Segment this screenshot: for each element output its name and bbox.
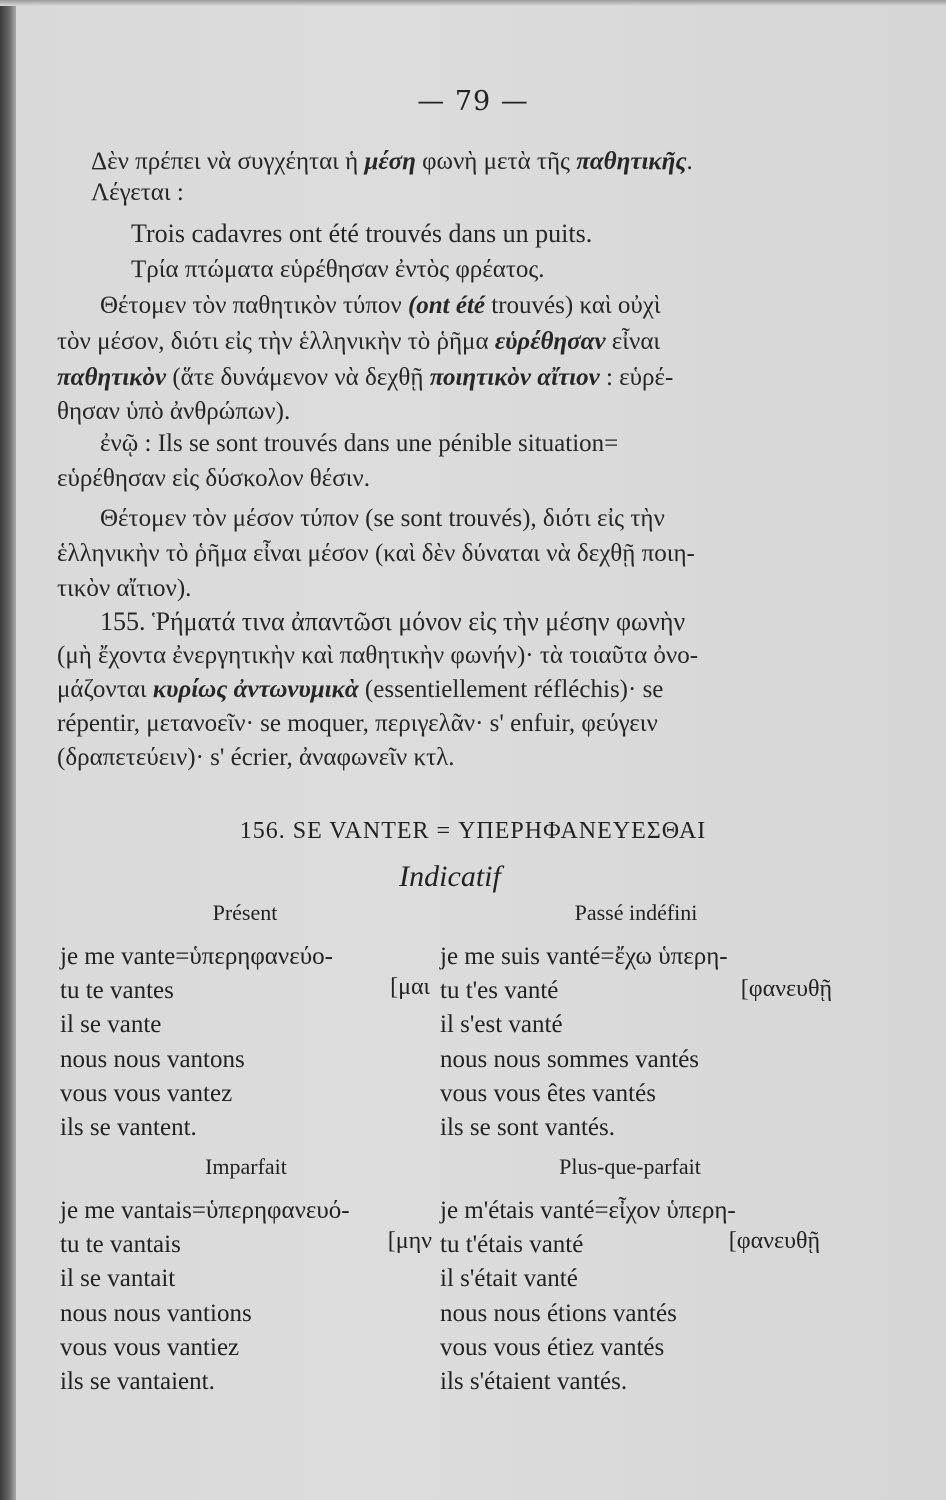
text-run: (essentiellement réfléchis)· se [358,676,664,703]
text-line-10: εὑρέθησαν εἰς δύσκολον θέσιν. [57,465,370,492]
emphasis-pathitikis: παθητικῆς [576,148,687,175]
text-run: εἶναι [605,328,661,355]
text-run: trouvés) καὶ οὐχὶ [485,292,661,319]
conjugation-row: vous vous étiez vantés [440,1333,665,1361]
text-run: : εὑρέ- [599,364,674,391]
tense-plus-que-parfait [440,1152,820,1399]
conjugation-row: je me vantais=ὑπερηφανευό- [60,1197,350,1224]
conjugation-row: nous nous étions vantés [440,1299,677,1327]
text-line-3: Trois cadavres ont été trouvés dans un puits. [131,219,593,248]
tense-label: Imparfait [205,1154,287,1179]
mood-heading: Indicatif [399,860,501,893]
tense-label: Passé indéfini [574,900,698,925]
text-run: Δὲν πρέπει νὰ συγχέηται ἡ [91,148,365,175]
text-line-18: (δραπετεύειν)· s' écrier, ἀναφωνεῖν κτλ. [57,744,455,771]
conjugation-row: vous vous vantez [60,1079,233,1107]
tense-present [60,898,430,1145]
conjugation-row: je me suis vanté=ἔχω ὑπερη- [440,943,728,970]
tense-label: Plus-que-parfait [559,1154,701,1179]
conjugation-row: ils s'étaient vantés. [440,1368,628,1396]
section-title: 156. SE VANTER = ΥΠΕΡΗΦΑΝΕΥΕΣΘΑΙ [239,818,707,844]
text-run: (ἅτε δυνάμενον νὰ δεχθῇ [166,364,430,391]
text-run: . [686,148,693,175]
conjugation-row: vous vous êtes vantés [440,1079,656,1107]
tense-passe-indefini [440,898,832,1145]
text-line-14: 155. Ῥήματά τινα ἀπαντῶσι μόνον εἰς τὴν μέσην φωνὴν [100,607,686,636]
hanging-continuation: [μαι [390,974,430,1000]
emphasis-ont-ete: (ont été [407,292,486,319]
conjugation-row: il se vantait [60,1265,176,1293]
conjugation-row: nous nous vantions [60,1299,252,1327]
conjugation-row: tu te vantes [60,977,174,1005]
conjugation-row: je m'étais vanté=εἶχον ὑπερη- [440,1197,736,1224]
tense-imparfait [60,1152,432,1399]
emphasis-mesi: μέση [364,148,416,175]
conjugation-row: nous nous sommes vantés [440,1045,700,1073]
text-line-5 [100,291,661,321]
tense-label: Présent [212,900,278,925]
text-line-6 [57,327,660,357]
hanging-continuation: [φανευθῇ [728,1228,820,1254]
text-line-8: θησαν ὑπὸ ἀνθρώπων). [57,398,291,425]
conjugation-row: il s'est vanté [440,1011,563,1039]
text-run: Θέτομεν τὸν παθητικὸν τύπον [100,292,408,319]
text-line-1 [91,147,693,177]
conjugation-row: je me vante=ὑπερηφανεύο- [60,943,333,970]
text-run: τὸν μέσον, διότι εἰς τὴν ἑλληνικὴν τὸ ῥῆμα [57,328,495,355]
text-line-9: ἐνῷ : Ils se sont trouvés dans une pénible situation= [100,430,619,457]
conjugation-row: nous nous vantons [60,1045,245,1073]
text-line-16 [57,675,663,705]
hanging-continuation: [φανευθῇ [740,976,832,1002]
text-line-15: (μὴ ἔχοντα ἐνεργητικὴν καὶ παθητικὴν φωνήν)· τὰ τοιαῦτα ὀνο- [57,642,699,669]
text-line-17: répentir, μετανοεῖν· se moquer, περιγελᾶν· s' enfuir, φεύγειν [57,710,658,737]
page-binding-edge [0,0,16,1500]
page-number: — 79 — [417,86,529,117]
text-line-13: τικὸν αἴτιον). [57,575,192,602]
conjugation-row: tu t'es vanté [440,977,559,1005]
text-line-2: Λέγεται : [91,179,184,206]
conjugation-row: ils se sont vantés. [440,1114,615,1142]
emphasis-evrethisan: εὑρέθησαν [494,328,606,355]
conjugation-row: vous vous vantiez [60,1333,240,1361]
conjugation-row: il se vante [60,1011,162,1039]
conjugation-row: tu te vantais [60,1231,181,1259]
emphasis-kyrios-antonymika: κυρίως ἀντωνυμικὰ [152,676,359,703]
text-run: φωνὴ μετὰ τῆς [415,148,577,175]
text-run: μάζονται [57,676,153,703]
conjugation-row: tu t'étais vanté [440,1231,584,1259]
hanging-continuation: [μην [387,1228,432,1254]
conjugation-row: ils se vantaient. [60,1368,215,1396]
emphasis-pathitikon: παθητικὸν [57,364,167,391]
conjugation-row: il s'était vanté [440,1265,578,1293]
text-line-11: Θέτομεν τὸν μέσον τύπον (se sont trouvés), διότι εἰς τὴν [100,505,665,532]
text-line-12: ἑλληνικὴν τὸ ῥῆμα εἶναι μέσον (καὶ δὲν δύναται νὰ δεχθῇ ποιη- [57,540,695,567]
conjugation-row: ils se vantent. [60,1114,197,1142]
text-line-7 [57,363,673,393]
page-top-edge [0,0,946,6]
emphasis-poiitikon-aition: ποιητικὸν αἴτιον [429,364,600,391]
text-line-4: Τρία πτώματα εὑρέθησαν ἐντὸς φρέατος. [131,256,545,283]
